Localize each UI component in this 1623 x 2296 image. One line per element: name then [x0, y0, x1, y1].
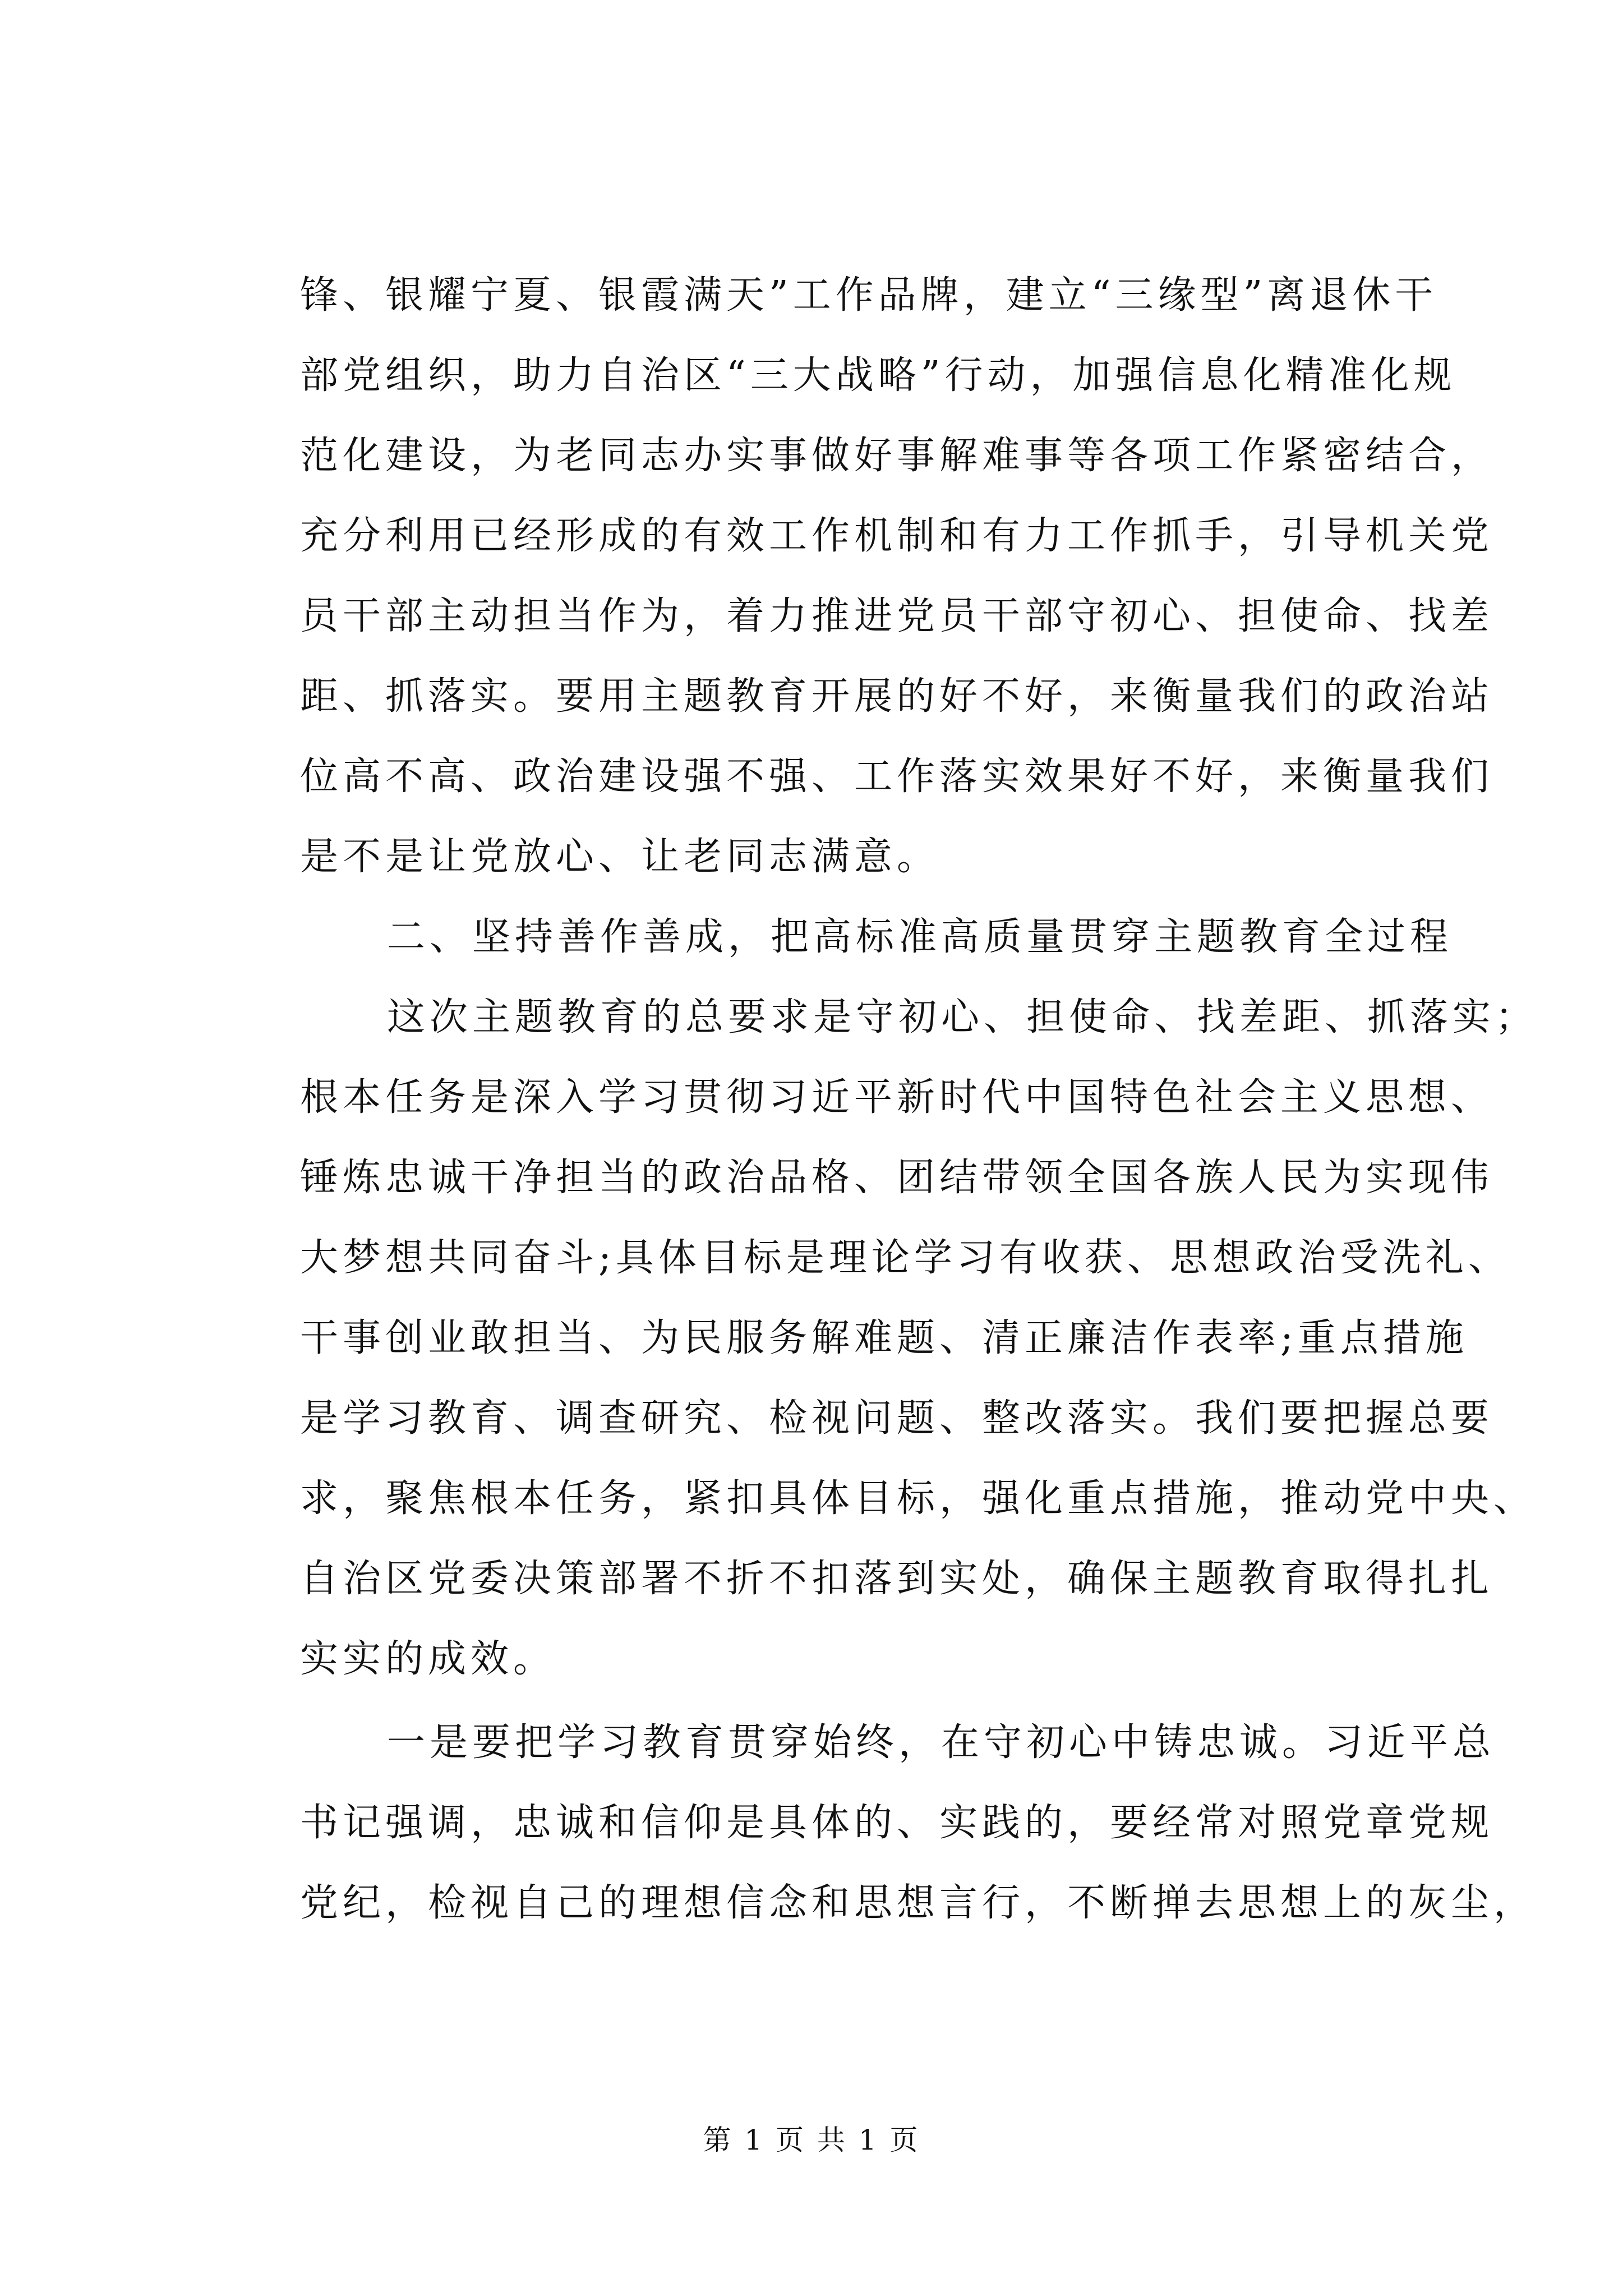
text-line: 一是要把学习教育贯穿始终，在守初心中铸忠诚。习近平总	[387, 1720, 1496, 1765]
text-line: 大梦想共同奋斗;具体目标是理论学习有收获、思想政治受洗礼、	[300, 1236, 1511, 1280]
text-line: 锋、银耀宁夏、银霞满天”工作品牌，建立“三缘型”离退休干	[300, 273, 1438, 318]
section-heading	[300, 897, 1453, 977]
text-line: 是学习教育、调查研究、检视问题、整改落实。我们要把握总要	[300, 1396, 1494, 1441]
text-line: 距、抓落实。要用主题教育开展的好不好，来衡量我们的政治站	[300, 674, 1494, 719]
text-line: 干事创业敢担当、为民服务解难题、清正廉洁作表率;重点措施	[300, 1316, 1468, 1360]
text-line: 位高不高、政治建设强不强、工作落实效果好不好，来衡量我们	[300, 754, 1494, 799]
text-line: 充分利用已经形成的有效工作机制和有力工作抓手，引导机关党	[300, 514, 1494, 558]
paragraph-general-requirements	[300, 977, 1538, 1699]
text-line: 实实的成效。	[300, 1637, 556, 1681]
document-body	[300, 255, 1538, 1943]
text-line: 这次主题教育的总要求是守初心、担使命、找差距、抓落实；	[387, 995, 1538, 1039]
text-line: 书记强调，忠诚和信仰是具体的、实践的，要经常对照党章党规	[300, 1801, 1494, 1845]
text-line: 自治区党委决策部署不折不扣落到实处，确保主题教育取得扎扎	[300, 1557, 1494, 1601]
heading-line: 二、坚持善作善成，把高标准高质量贯穿主题教育全过程	[387, 915, 1453, 959]
text-line: 根本任务是深入学习贯彻习近平新时代中国特色社会主义思想、	[300, 1075, 1494, 1120]
text-line: 员干部主动担当作为，着力推进党员干部守初心、担使命、找差	[300, 594, 1494, 638]
page-footer	[0, 2123, 1623, 2157]
text-line: 锤炼忠诚干净担当的政治品格、团结带领全国各族人民为实现伟	[300, 1156, 1494, 1200]
text-line: 是不是让党放心、让老同志满意。	[300, 835, 940, 879]
text-line: 部党组织，助力自治区“三大战略”行动，加强信息化精准化规	[300, 353, 1456, 398]
paragraph-study-education	[300, 1703, 1537, 1943]
text-line: 范化建设，为老同志办实事做好事解难事等各项工作紧密结合，	[300, 434, 1494, 478]
paragraph-continuation	[300, 255, 1494, 897]
text-line: 求，聚焦根本任务，紧扣具体目标，强化重点措施，推动党中央、	[300, 1476, 1537, 1521]
page-number-label: 第 1 页 共 1 页	[703, 2124, 920, 2156]
text-line: 党纪，检视自己的理想信念和思想言行，不断掸去思想上的灰尘，	[300, 1881, 1537, 1925]
